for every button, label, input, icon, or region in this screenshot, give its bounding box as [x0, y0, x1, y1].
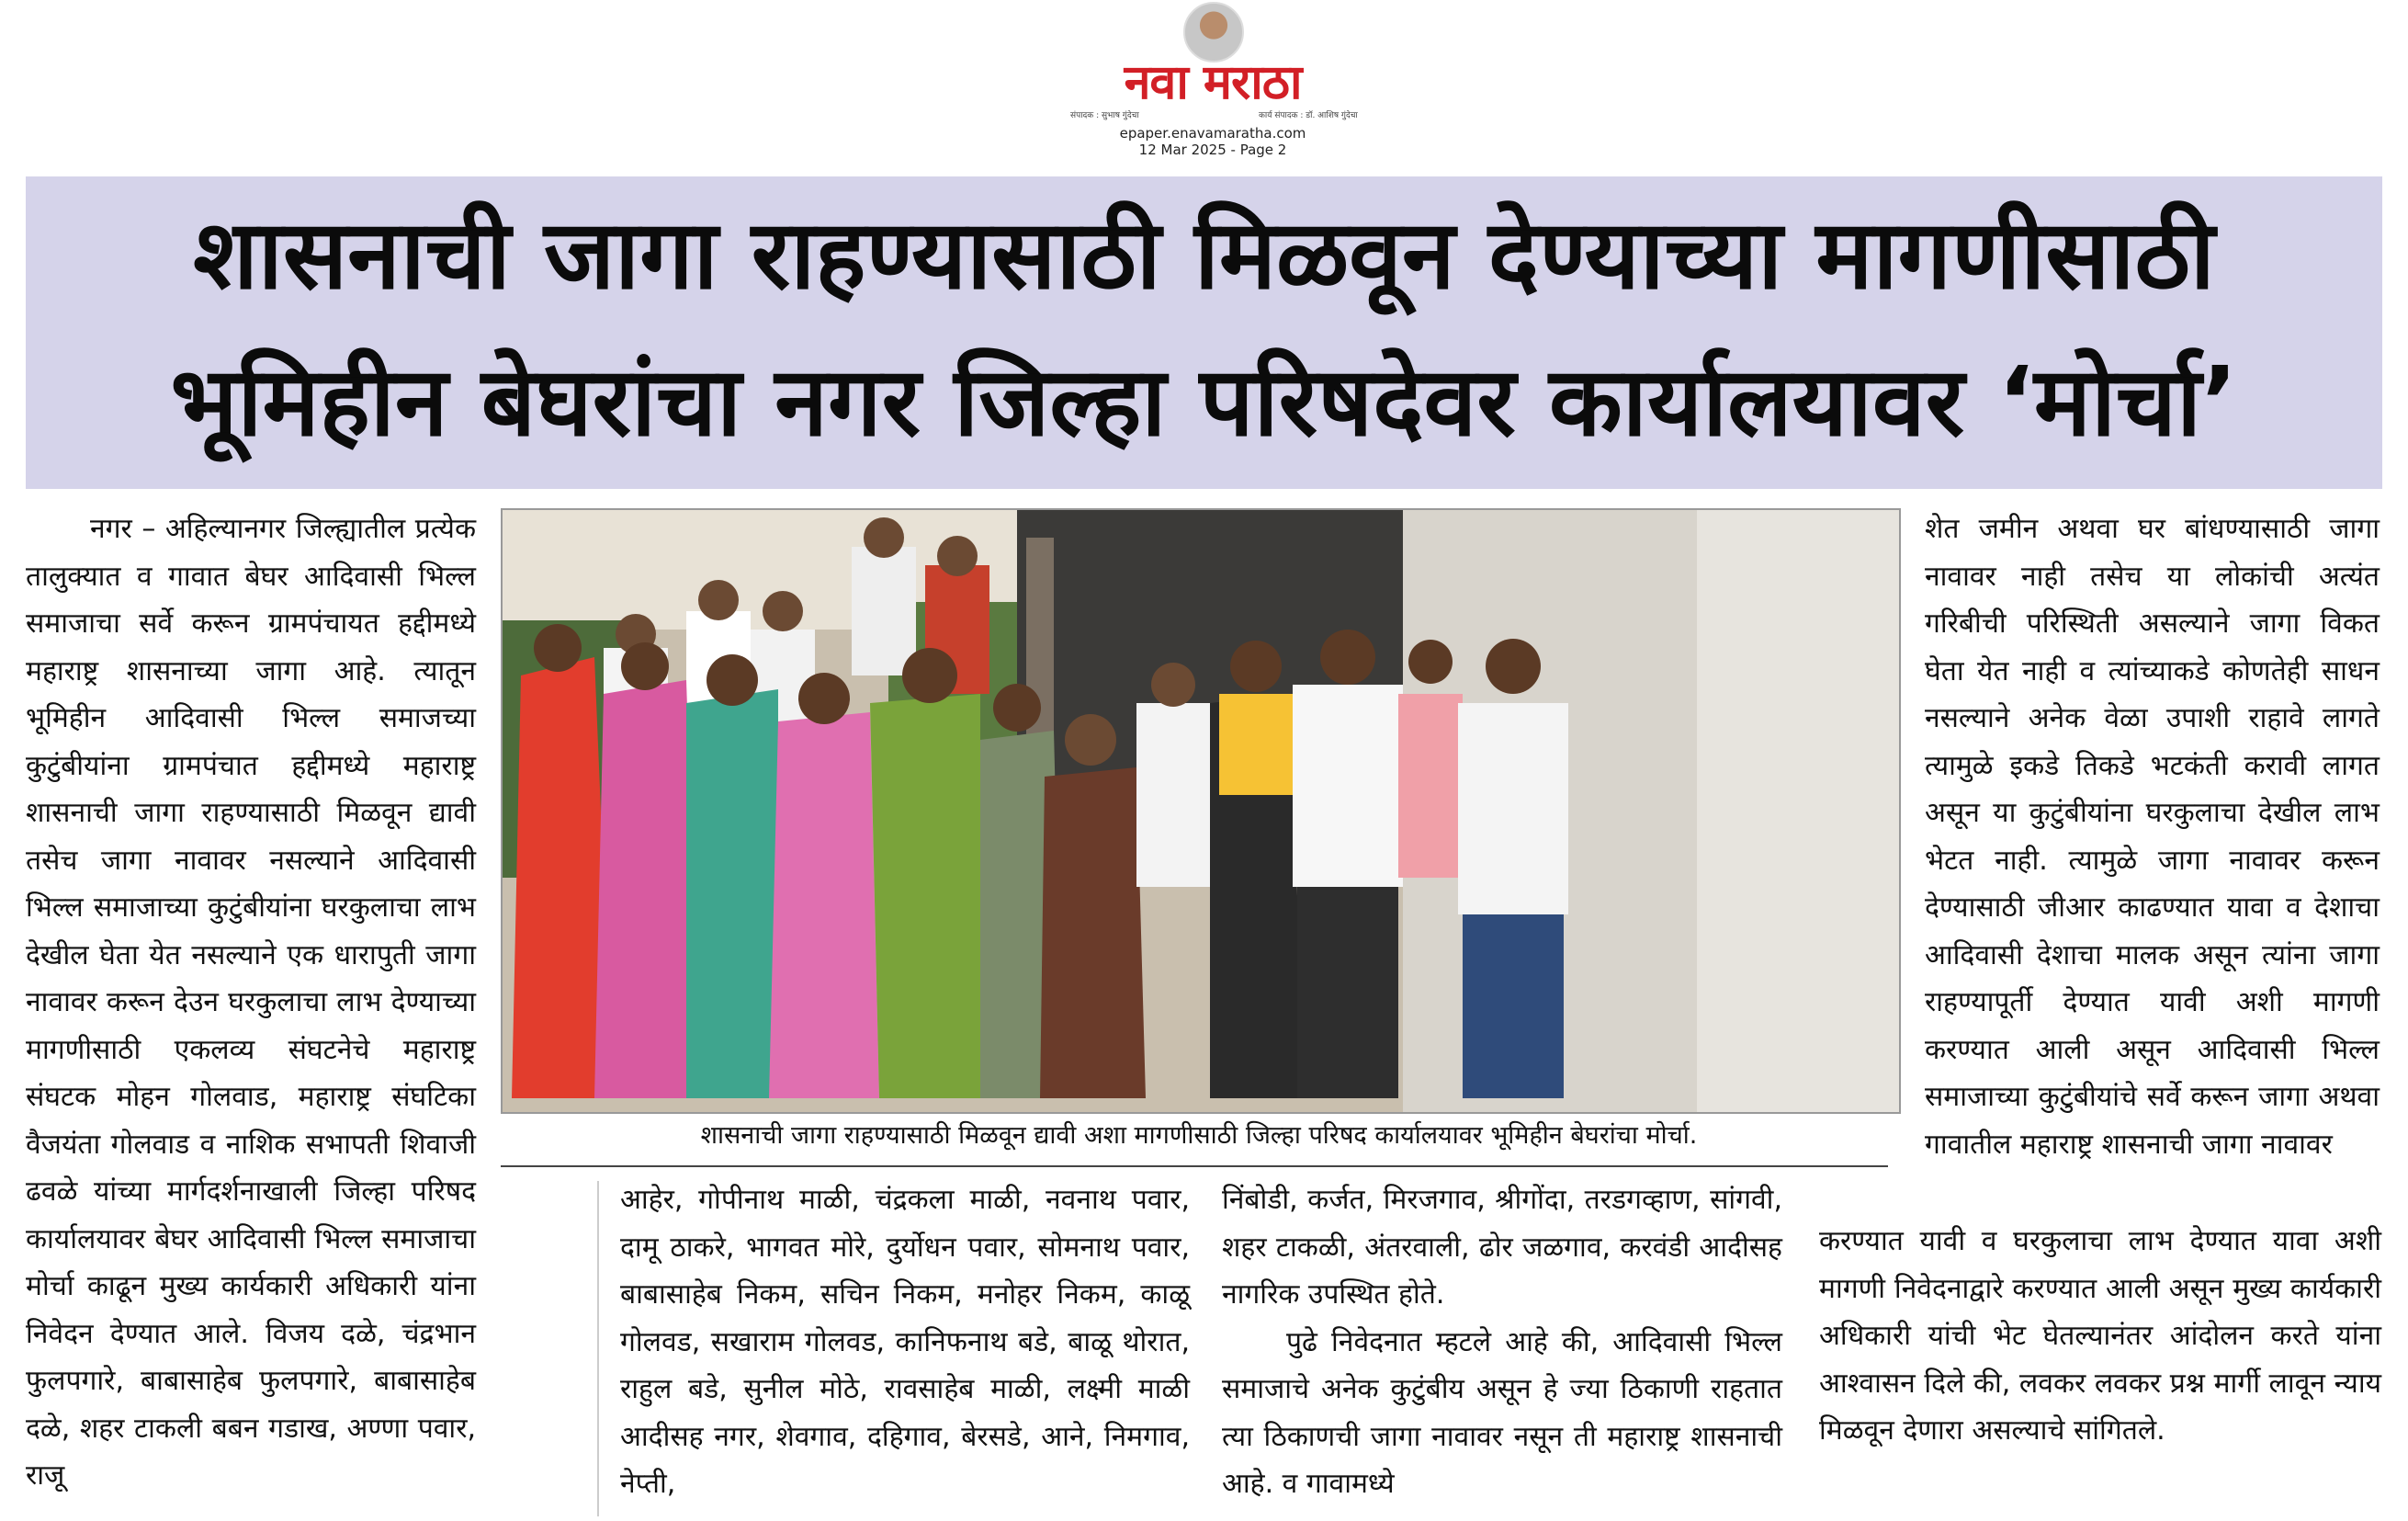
editor-credit: संपादक : सुभाष गुंदेचा: [1070, 111, 1139, 120]
divider-line: [501, 1165, 1888, 1167]
article-text-middle-1: आहेर, गोपीनाथ माळी, चंद्रकला माळी, नवनाथ पवार, दामू ठाकरे, भागवत मोरे, दुर्योधन पवार, सोमनाथ पवार, बाबासाहेब निकम, सचिन निकम, मनोहर निकम, काळू गोलवड, सखाराम गोलवड, कानिफनाथ बडे, बाळू थोरात, राहुल बडे, सुनील मोठे, रावसाहेब माळी, लक्ष्मी माळी आदीसह नगर, शेवगाव, दहिगाव, बेरसडे, आने, निमगाव, नेप्ती,: [620, 1184, 1190, 1500]
founder-portrait: [1183, 2, 1244, 62]
article-text-middle-2a: निंबोडी, कर्जत, मिरजगाव, श्रीगोंदा, तरडगव्हाण, सांगवी, शहर टाकळी, अंतरवाली, ढोर जळगाव, करवंडी आदीसह नागरिक उपस्थित होते.: [1222, 1184, 1782, 1311]
group-photo-illustration: [503, 510, 1899, 1112]
column-divider: [597, 1181, 599, 1516]
website-link[interactable]: epaper.enavamaratha.com: [1119, 125, 1306, 142]
photo-caption: शासनाची जागा राहण्यासाठी मिळवून द्यावी अशा मागणीसाठी जिल्हा परिषद कार्यालयावर भूमिहीन बेघरांचा मोर्चा.: [700, 1121, 1698, 1150]
article-text-middle-2b: पुढे निवेदनात म्हटले आहे की, आदिवासी भिल्ल समाजाचे अनेक कुटुंबीय असून हे ज्या ठिकाणी राहतात त्या ठिकाणची जागा नावावर नसून ती महाराष्ट्र शासनाची आहे. व गावामध्ये: [1222, 1325, 1782, 1500]
article-text-right-continued: करण्यात यावी व घरकुलाचा लाभ देण्यात यावा अशी मागणी निवेदनाद्वारे करण्यात आली असून मुख्य कार्यकारी अधिकारी यांची भेट घेतल्यानंतर आंदोलन करते यांना आश्वासन दिले की, लवकर लवकर प्रश्न मार्गी लावून न्याय मिळवून देणारा असल्याचे सांगितले.: [1819, 1225, 2381, 1447]
article-column-left: [26, 505, 476, 1516]
newspaper-logo: नवा मराठा: [1124, 55, 1302, 110]
article-column-middle-2: [1222, 1176, 1782, 1516]
executive-editor-credit: कार्य संपादक : डॉ. आशिष गुंदेचा: [1259, 111, 1358, 120]
article-column-right: [1925, 505, 2380, 1168]
headline-line-2: भूमिहीन बेघरांचा नगर जिल्हा परिषदेवर कार्यालयावर ‘मोर्चा’: [170, 346, 2238, 458]
news-photo: [501, 508, 1901, 1114]
article-column-middle-1: [620, 1176, 1190, 1516]
headline-box: [26, 176, 2382, 489]
article-column-right-continued: [1819, 1218, 2381, 1455]
article-text-right: शेत जमीन अथवा घर बांधण्यासाठी जागा नावावर नाही तसेच या लोकांची अत्यंत गरिबीची परिस्थिती असल्याने जागा विकत घेता येत नाही व त्यांच्याकडे कोणतेही साधन नसल्याने अनेक वेळा उपाशी राहावे लागते त्यामुळे इकडे तिकडे भटकंती करावी लागत असून या कुटुंबीयांना घरकुलाचा देखील लाभ भेटत नाही. त्यामुळे जागा नावावर करून देण्यासाठी जीआर काढण्यात यावा व देशाचा आदिवासी देशाचा मालक असून त्यांना जागा राहण्यापूर्ती देण्यात यावी अशी मागणी करण्यात आली असून आदिवासी भिल्ल समाजाच्या कुटुंबीयांचे सर्वे करून जागा अथवा गावातील महाराष्ट्र शासनाची जागा नावावर: [1925, 513, 2380, 1161]
date-page: 12 Mar 2025 - Page 2: [1138, 142, 1287, 158]
masthead: [1029, 0, 1396, 164]
headline-line-1: शासनाची जागा राहण्यासाठी मिळवून देण्याच्या मागणीसाठी: [193, 199, 2215, 311]
article-text-left: नगर – अहिल्यानगर जिल्ह्यातील प्रत्येक तालुक्यात व गावात बेघर आदिवासी भिल्ल समाजाचा सर्वे करून ग्रामपंचायत हद्दीमध्ये महाराष्ट्र शासनाच्या जागा आहे. त्यातून भूमिहीन आदिवासी भिल्ल समाजच्या कुटुंबीयांना ग्रामपंचात हद्दीमध्ये महाराष्ट्र शासनाची जागा राहण्यासाठी मिळवून द्यावी तसेच जागा नावावर नसल्याने आदिवासी भिल्ल समाजाच्या कुटुंबीयांना घरकुलाचा लाभ देखील घेता येत नसल्याने एक धारापुती जागा नावावर करून देउन घरकुलाचा लाभ देण्याच्या मागणीसाठी एकलव्य संघटनेचे महाराष्ट्र संघटक मोहन गोलवाड, महाराष्ट्र संघटिका वैजयंता गोलवाड व नाशिक सभापती शिवाजी ढवळे यांच्या मार्गदर्शनाखाली जिल्हा परिषद कार्यालयावर बेघर आदिवासी भिल्ल समाजाचा मोर्चा काढून मुख्य कार्यकारी अधिकारी यांना निवेदन देण्यात आले. विजय दळे, चंद्रभान फुलपगारे, बाबासाहेब फुलपगारे, बाबासाहेब दळे, शहर टाकली बबन गडाख, अण्णा पवार, राजू: [26, 513, 476, 1492]
